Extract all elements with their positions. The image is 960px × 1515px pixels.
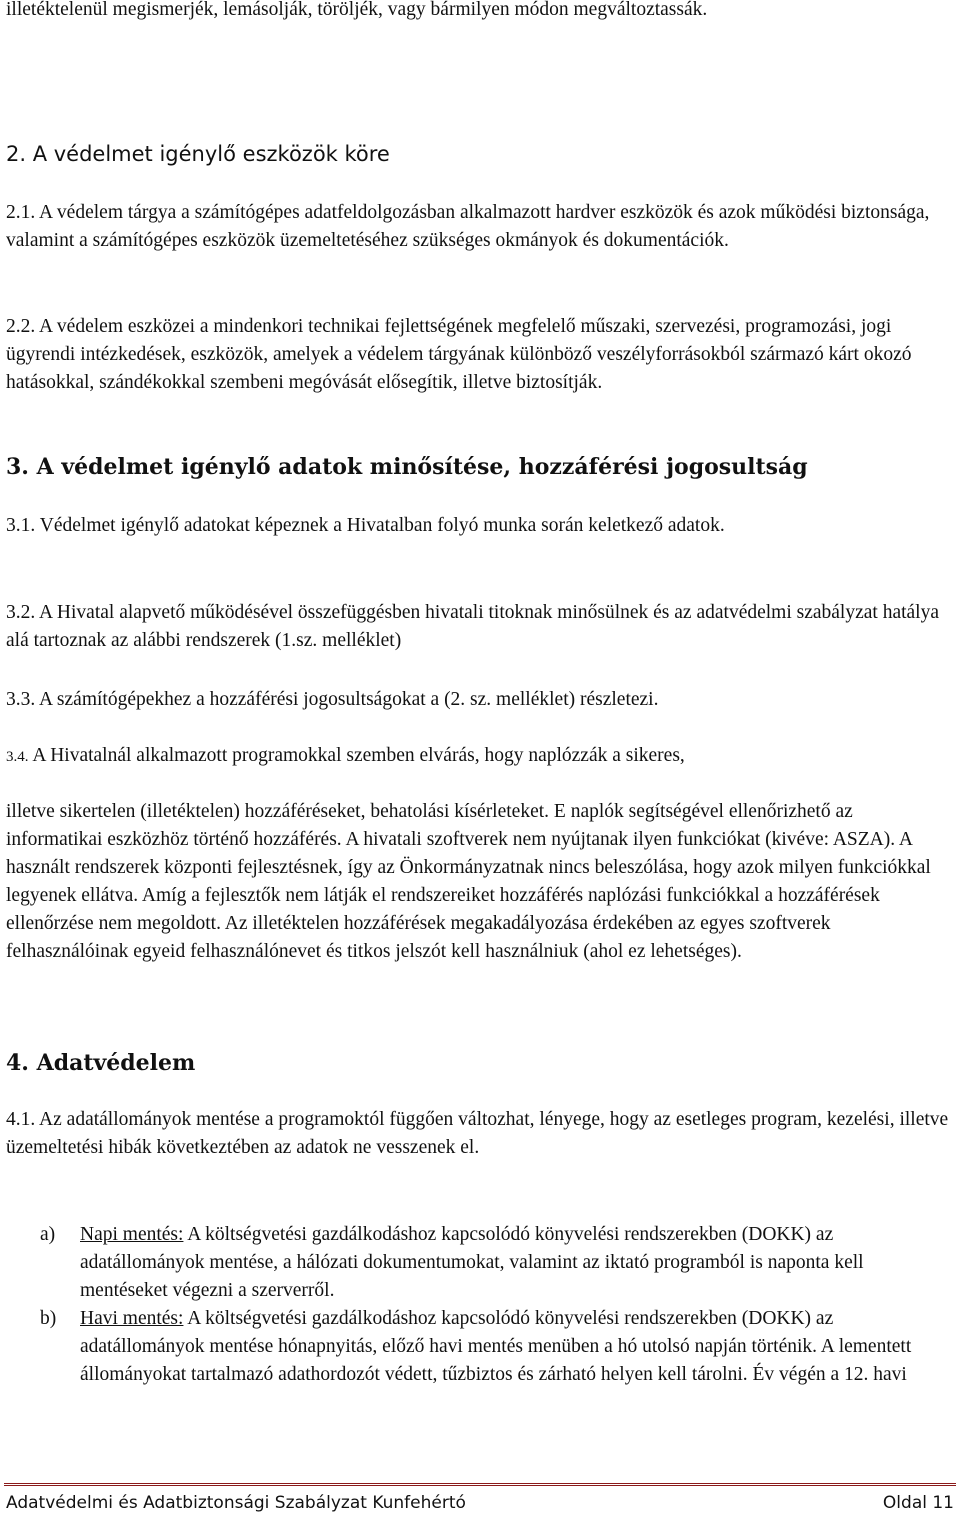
footer-divider xyxy=(4,1483,956,1486)
paragraph-2-2: 2.2. A védelem eszközei a mindenkori technikai fejlettségének megfelelő műszaki, szervezési, programozási, jogi ügyrendi intézkedések, eszközök, amelyek a védelem tárgyának különböző veszélyforrásokból származó kárt okozó hatásokkal, szándékokkal szembeni megóvását elősegítik, illetve biztosítják. xyxy=(6,316,912,393)
paragraph-2-1: 2.1. A védelem tárgya a számítógépes adatfeldolgozásban alkalmazott hardver eszközök és azok működési biztonsága, valamint a számítógépes eszközök üzemeltetéséhez szükséges okmányok és dokumentációk. xyxy=(6,202,930,251)
paragraph-4-1: 4.1. Az adatállományok mentése a programoktól függően változhat, lényege, hogy az esetleges program, kezelési, illetve üzemeltetési hibák következtében az adatok ne vesszenek el. xyxy=(6,1109,949,1158)
list-item-term: Napi mentés: xyxy=(80,1224,184,1245)
footer-page-number: Oldal 11 xyxy=(882,1493,954,1513)
footer-title: Adatvédelmi és Adatbiztonsági Szabályzat Kunfehértó xyxy=(6,1493,466,1513)
backup-list xyxy=(40,1221,954,1389)
paragraph-3-4-first-line xyxy=(6,742,954,771)
paragraph-3-4-number: 3.4. xyxy=(6,749,29,765)
paragraph-3-4-line1: A Hivatalnál alkalmazott programokkal szemben elvárás, hogy naplózzák a sikeres, xyxy=(32,745,685,766)
list-item xyxy=(40,1305,954,1389)
list-item-text: A költségvetési gazdálkodáshoz kapcsolódó könyvelési rendszerekben (DOKK) az adatállományok mentése, a hálózati dokumentumokat, valamint az iktató programból is naponta kell mentéseket végezni a szerverről. xyxy=(80,1224,864,1301)
list-item-term: Havi mentés: xyxy=(80,1308,184,1329)
list-item xyxy=(40,1221,954,1305)
intro-paragraph: illetéktelenül megismerjék, lemásolják, töröljék, vagy bármilyen módon megváltoztassák. xyxy=(6,0,708,20)
paragraph-3-3: 3.3. A számítógépekhez a hozzáférési jogosultságokat a (2. sz. melléklet) részletezi. xyxy=(6,689,659,710)
paragraph-3-4-body: illetve sikertelen (illetéktelen) hozzáféréseket, behatolási kísérleteket. E naplók segítségével ellenőrizhető az informatikai eszközhöz történő hozzáférés. A hivatali szoftverek nem nyújtanak ilyen funkciókat (kivéve: ASZA). A használt rendszerek központi fejlesztésnek, így az Önkormányzatnak nincs beleszólása, hogy azok milyen funkciókkal legyenek ellátva. Amíg a fejlesztők nem látják el rendszereiket hozzáférés naplózási funkciókkal a hozzáférések ellenőrzése nem megoldott. Az illetéktelen hozzáférések megakadályozása érdekében az egyes szoftverek felhasználóinak egyeid felhasználónevet és titkos jelszót kell használniuk (ahol ez lehetséges). xyxy=(6,801,931,962)
paragraph-3-2: 3.2. A Hivatal alapvető működésével összefüggésben hivatali titoknak minősülnek és az adatvédelmi szabályzat hatálya alá tartoznak az alábbi rendszerek (1.sz. melléklet) xyxy=(6,602,940,651)
paragraph-3-1: 3.1. Védelmet igénylő adatokat képeznek a Hivatalban folyó munka során keletkező adatok. xyxy=(6,515,725,536)
section-4-heading: 4. Adatvédelem xyxy=(6,1050,196,1076)
list-marker: b) xyxy=(40,1308,57,1329)
list-marker: a) xyxy=(40,1224,56,1245)
list-item-text: A költségvetési gazdálkodáshoz kapcsolódó könyvelési rendszerekben (DOKK) az adatállományok mentése hónapnyitás, előző havi mentés menüben a hó utolsó napján történik. A lementett állományokat tartalmazó adathordozót védett, tűzbiztos és zárható helyen kell tárolni. Év végén a 12. havi xyxy=(80,1308,912,1385)
section-3-heading: 3. A védelmet igénylő adatok minősítése, hozzáférési jogosultság xyxy=(6,454,808,480)
section-2-heading: 2. A védelmet igénylő eszközök köre xyxy=(6,142,390,166)
